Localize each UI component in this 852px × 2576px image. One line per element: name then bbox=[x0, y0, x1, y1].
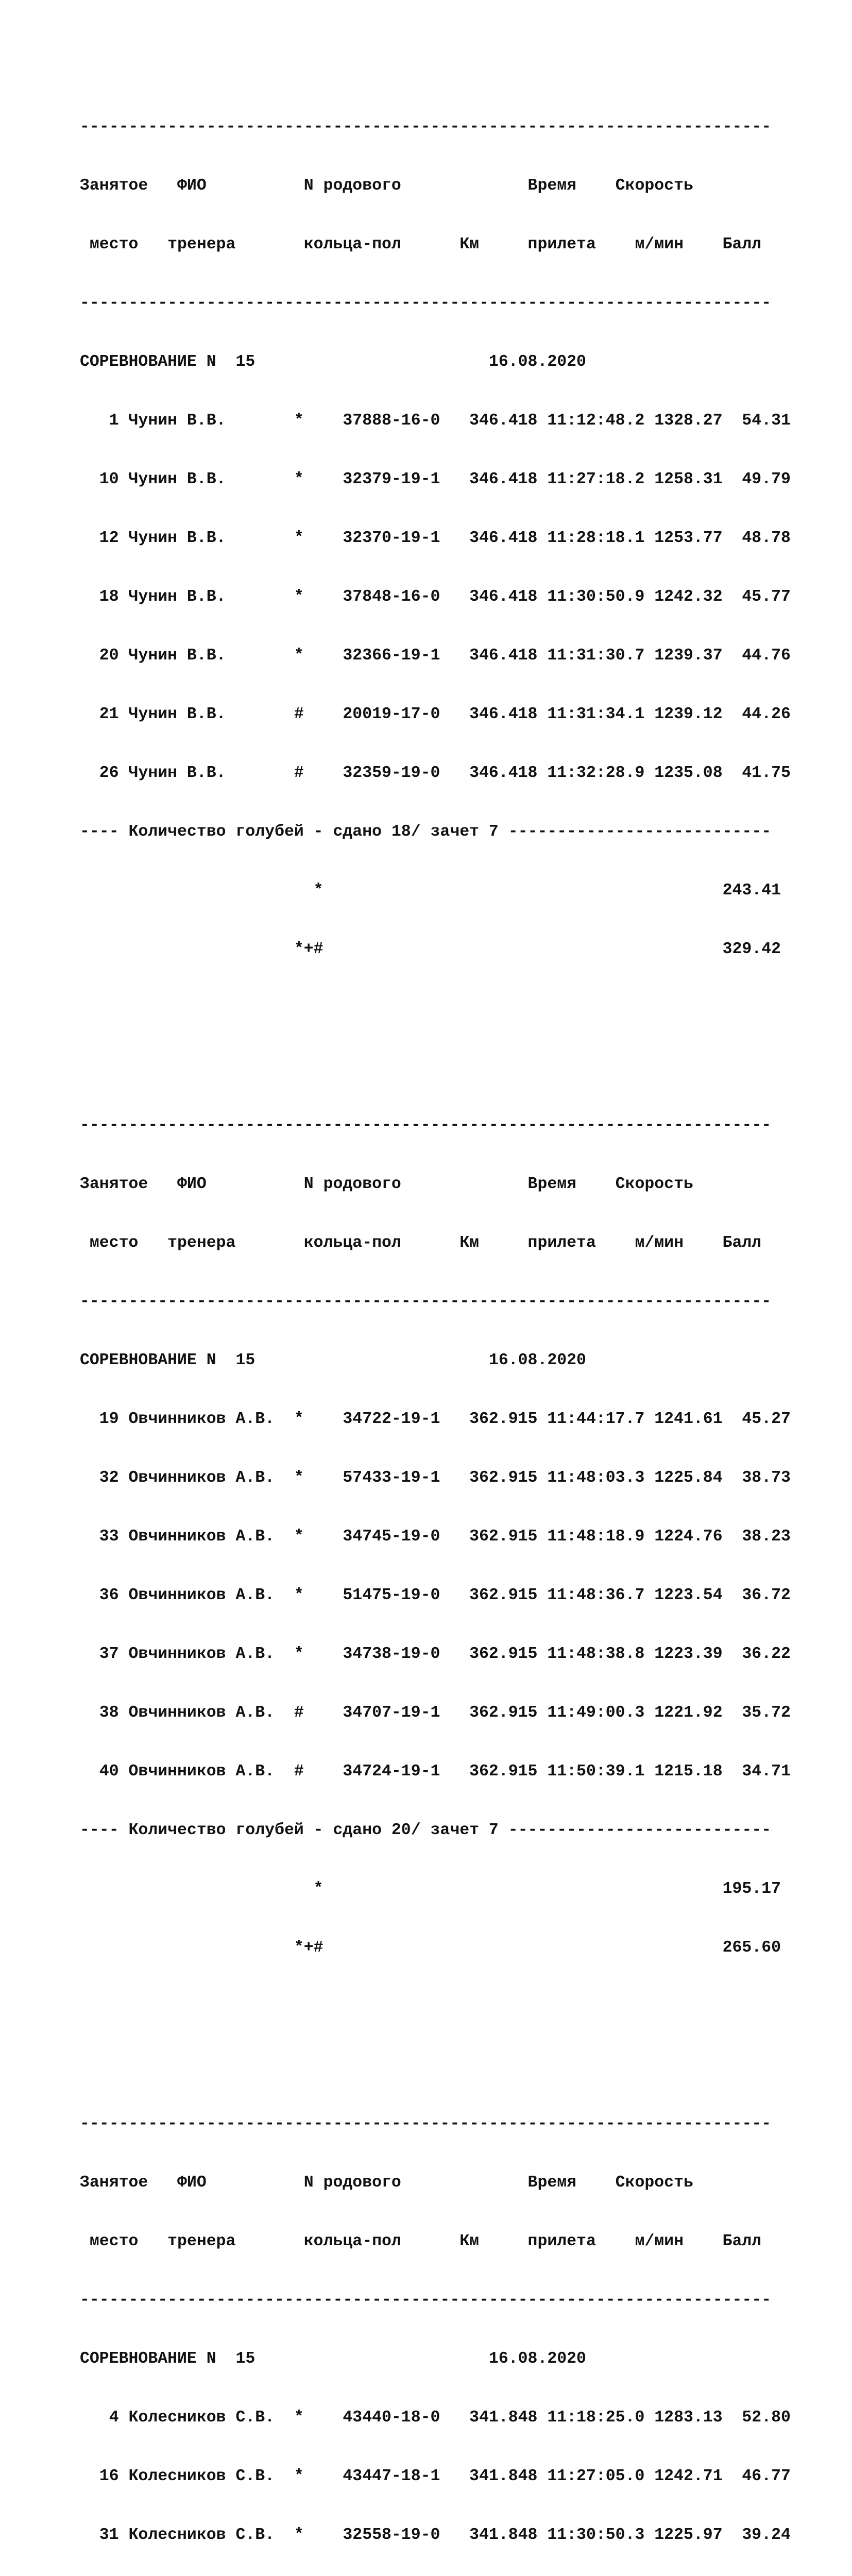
result-section bbox=[80, 78, 791, 998]
separator-line: ----------------------------------------------------------------------- bbox=[80, 2291, 772, 2309]
pigeon-count-summary: ---- Количество голубей - сдано 18/ зачет 7 --------------------------- bbox=[80, 823, 772, 841]
result-row: 37 Овчинников А.В. * 34738-19-0 362.915 11:48:38.8 1223.39 36.22 bbox=[80, 1645, 791, 1663]
result-row: 1 Чунин В.В. * 37888-16-0 346.418 11:12:48.2 1328.27 54.31 bbox=[80, 412, 791, 430]
result-row: 20 Чунин В.В. * 32366-19-1 346.418 11:31:30.7 1239.37 44.76 bbox=[80, 647, 791, 665]
section-title: СОРЕВНОВАНИЕ N 15 16.08.2020 bbox=[80, 353, 586, 371]
separator-line: ----------------------------------------------------------------------- bbox=[80, 1293, 772, 1311]
separator-line: ----------------------------------------------------------------------- bbox=[80, 118, 772, 136]
section-title: СОРЕВНОВАНИЕ N 15 16.08.2020 bbox=[80, 1351, 586, 1369]
result-row: 21 Чунин В.В. # 20019-17-0 346.418 11:31:34.1 1239.12 44.26 bbox=[80, 705, 791, 723]
total-star: * 195.17 bbox=[80, 1880, 781, 1898]
result-row: 16 Колесников С.В. * 43447-18-1 341.848 11:27:05.0 1242.71 46.77 bbox=[80, 2467, 791, 2485]
column-header-line-2: место тренера кольца-пол Км прилета м/мин Балл bbox=[80, 2232, 762, 2250]
section-title: СОРЕВНОВАНИЕ N 15 16.08.2020 bbox=[80, 2350, 586, 2368]
separator-line: ----------------------------------------------------------------------- bbox=[80, 294, 772, 312]
separator-line: ----------------------------------------------------------------------- bbox=[80, 2115, 772, 2133]
result-row: 10 Чунин В.В. * 32379-19-1 346.418 11:27:18.2 1258.31 49.79 bbox=[80, 470, 791, 488]
result-row: 12 Чунин В.В. * 32370-19-1 346.418 11:28:18.1 1253.77 48.78 bbox=[80, 529, 791, 547]
result-row: 38 Овчинников А.В. # 34707-19-1 362.915 11:49:00.3 1221.92 35.72 bbox=[80, 1704, 791, 1722]
total-star-plus-hash: *+# 329.42 bbox=[80, 940, 781, 958]
result-row: 19 Овчинников А.В. * 34722-19-1 362.915 11:44:17.7 1241.61 45.27 bbox=[80, 1410, 791, 1428]
result-section bbox=[80, 1077, 791, 1997]
result-row: 32 Овчинников А.В. * 57433-19-1 362.915 11:48:03.3 1225.84 38.73 bbox=[80, 1469, 791, 1487]
separator-line: ----------------------------------------------------------------------- bbox=[80, 1116, 772, 1134]
column-header-line-1: Занятое ФИО N родового Время Скорость bbox=[80, 177, 693, 195]
result-row: 33 Овчинников А.В. * 34745-19-0 362.915 11:48:18.9 1224.76 38.23 bbox=[80, 1528, 791, 1546]
result-row: 4 Колесников С.В. * 43440-18-0 341.848 11:18:25.0 1283.13 52.80 bbox=[80, 2409, 791, 2427]
result-row: 40 Овчинников А.В. # 34724-19-1 362.915 11:50:39.1 1215.18 34.71 bbox=[80, 1762, 791, 1781]
total-star-plus-hash: *+# 265.60 bbox=[80, 1939, 781, 1957]
column-header-line-2: место тренера кольца-пол Км прилета м/мин Балл bbox=[80, 1234, 762, 1252]
result-row: 31 Колесников С.В. * 32558-19-0 341.848 11:30:50.3 1225.97 39.24 bbox=[80, 2526, 791, 2544]
pigeon-count-summary: ---- Количество голубей - сдано 20/ зачет 7 --------------------------- bbox=[80, 1821, 772, 1839]
total-star: * 243.41 bbox=[80, 882, 781, 900]
column-header-line-2: место тренера кольца-пол Км прилета м/мин Балл bbox=[80, 235, 762, 253]
results-report bbox=[80, 20, 791, 2576]
column-header-line-1: Занятое ФИО N родового Время Скорость bbox=[80, 1175, 693, 1193]
column-header-line-1: Занятое ФИО N родового Время Скорость bbox=[80, 2174, 693, 2192]
result-row: 26 Чунин В.В. # 32359-19-0 346.418 11:32:28.9 1235.08 41.75 bbox=[80, 764, 791, 782]
result-section bbox=[80, 2075, 791, 2576]
result-row: 18 Чунин В.В. * 37848-16-0 346.418 11:30:50.9 1242.32 45.77 bbox=[80, 588, 791, 606]
result-row: 36 Овчинников А.В. * 51475-19-0 362.915 11:48:36.7 1223.54 36.72 bbox=[80, 1586, 791, 1604]
